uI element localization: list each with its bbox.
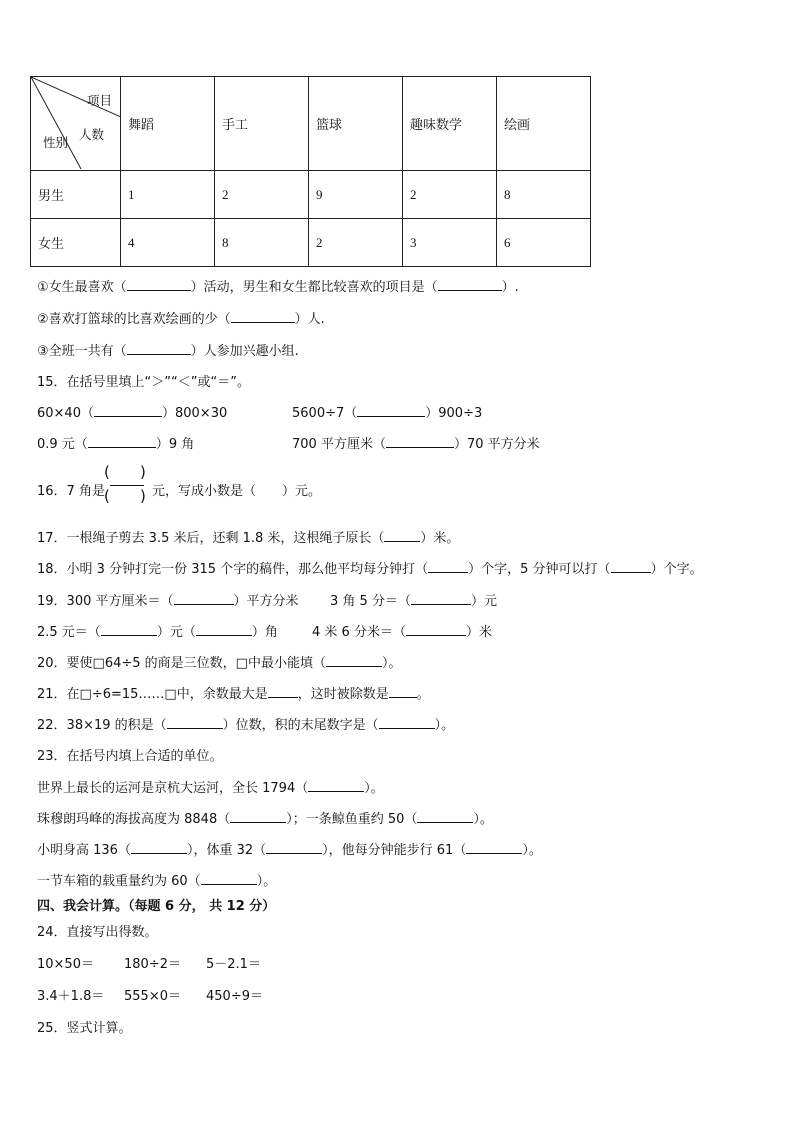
q14-sub3: ③全班一共有（ ）人参加兴趣小组.	[37, 344, 299, 359]
fraction-blank[interactable]	[104, 463, 150, 509]
column-header: 篮球	[309, 77, 403, 171]
answer-blank[interactable]	[201, 872, 257, 885]
table-cell: 6	[497, 219, 591, 267]
q15-title: 15．在括号里填上“＞”“＜”或“＝”。	[37, 375, 250, 390]
q19-item: 2.5 元＝（ ）元（ ）角	[37, 625, 278, 640]
column-header: 趣味数学	[403, 77, 497, 171]
q16-prefix: 16．7 角是	[37, 484, 105, 499]
q23-line: 珠穆朗玛峰的海拔高度为 8848（ ）；一条鲸鱼重约 50（ ）。	[37, 812, 493, 827]
q15-item: 0.9 元（ ）9 角	[37, 437, 195, 452]
answer-blank[interactable]	[357, 404, 425, 417]
q19-item: 4 米 6 分米＝（ ）米	[312, 625, 492, 640]
row-label: 女生	[31, 219, 121, 267]
table-header-row	[31, 77, 591, 171]
q22-text: 22．38×19 的积是（ ）位数，积的末尾数字是（ ）。	[37, 718, 455, 733]
calc-item: 5－2.1＝	[206, 957, 261, 972]
answer-blank[interactable]	[428, 560, 468, 573]
answer-blank[interactable]	[389, 685, 417, 698]
answer-blank[interactable]	[308, 779, 364, 792]
fraction-paren-close: )	[140, 463, 146, 481]
fraction-paren-close: )	[140, 487, 146, 505]
q19-item: 3 角 5 分＝（ ）元	[330, 594, 497, 609]
q23-line: 一节车箱的载重量约为 60（ ）。	[37, 874, 277, 889]
table-row	[31, 219, 591, 267]
answer-blank[interactable]	[466, 841, 522, 854]
calc-item: 10×50＝	[37, 957, 94, 972]
answer-blank[interactable]	[438, 278, 502, 291]
answer-blank[interactable]	[127, 278, 191, 291]
survey-table	[30, 76, 591, 267]
q23-line: 世界上最长的运河是京杭大运河，全长 1794（ ）。	[37, 781, 384, 796]
answer-blank[interactable]	[167, 716, 223, 729]
calc-item: 555×0＝	[124, 989, 181, 1004]
q25-title: 25．竖式计算。	[37, 1021, 132, 1036]
section-heading: 四、我会计算。（每题 6 分， 共 12 分）	[37, 899, 276, 914]
answer-blank[interactable]	[231, 310, 295, 323]
fraction-paren-open: (	[104, 463, 110, 481]
column-header: 绘画	[497, 77, 591, 171]
q17-text: 17．一根绳子剪去 3.5 米后，还剩 1.8 米，这根绳子原长（ ）米。	[37, 531, 460, 546]
answer-blank[interactable]	[379, 716, 435, 729]
answer-blank[interactable]	[131, 841, 187, 854]
q14-sub1: ①女生最喜欢（ ）活动，男生和女生都比较喜欢的项目是（ ）.	[37, 280, 519, 295]
header-gender-label: 性别	[43, 135, 69, 150]
answer-blank[interactable]	[326, 654, 382, 667]
calc-item: 180÷2＝	[124, 957, 181, 972]
table-cell: 8	[215, 219, 309, 267]
header-item-label: 项目	[87, 93, 113, 108]
answer-blank[interactable]	[384, 529, 420, 542]
q21-text: 21．在□÷6=15……□中，余数最大是 ，这时被除数是 。	[37, 687, 430, 702]
column-header: 舞蹈	[121, 77, 215, 171]
table-cell: 2	[215, 171, 309, 219]
table-row	[31, 171, 591, 219]
table-cell: 1	[121, 171, 215, 219]
answer-blank[interactable]	[268, 685, 298, 698]
answer-blank[interactable]	[266, 841, 322, 854]
q23-title: 23．在括号内填上合适的单位。	[37, 749, 223, 764]
answer-blank[interactable]	[417, 810, 473, 823]
q15-item: 5600÷7（ ）900÷3	[292, 406, 483, 421]
answer-blank[interactable]	[174, 592, 234, 605]
answer-blank[interactable]	[411, 592, 471, 605]
answer-blank[interactable]	[611, 560, 651, 573]
answer-blank[interactable]	[196, 623, 252, 636]
answer-blank[interactable]	[88, 435, 156, 448]
q24-title: 24．直接写出得数。	[37, 925, 158, 940]
q18-text: 18．小明 3 分钟打完一份 315 个字的稿件，那么他平均每分钟打（ ）个字，5 分钟可以打（ ）个字。	[37, 562, 703, 577]
q16-suffix: 元，写成小数是（ ）元。	[152, 484, 322, 499]
calc-item: 3.4＋1.8＝	[37, 989, 105, 1004]
table-cell: 2	[309, 219, 403, 267]
q14-sub2: ②喜欢打篮球的比喜欢绘画的少（ ）人.	[37, 312, 325, 327]
table-cell: 9	[309, 171, 403, 219]
table-cell: 2	[403, 171, 497, 219]
answer-blank[interactable]	[94, 404, 162, 417]
q15-item: 700 平方厘米（ ）70 平方分米	[292, 437, 540, 452]
row-label: 男生	[31, 171, 121, 219]
q19-item: 19．300 平方厘米＝（ ）平方分米	[37, 594, 299, 609]
header-count-label: 人数	[79, 127, 105, 142]
answer-blank[interactable]	[386, 435, 454, 448]
answer-blank[interactable]	[127, 342, 191, 355]
q20-text: 20．要使□64÷5 的商是三位数，□中最小能填（ ）。	[37, 656, 402, 671]
column-header: 手工	[215, 77, 309, 171]
table-cell: 8	[497, 171, 591, 219]
answer-blank[interactable]	[406, 623, 466, 636]
table-cell: 3	[403, 219, 497, 267]
fraction-paren-open: (	[104, 487, 110, 505]
answer-blank[interactable]	[230, 810, 286, 823]
answer-blank[interactable]	[101, 623, 157, 636]
table-cell: 4	[121, 219, 215, 267]
calc-item: 450÷9＝	[206, 989, 263, 1004]
fraction-bar	[110, 485, 144, 486]
q23-line: 小明身高 136（ ），体重 32（ ），他每分钟能步行 61（ ）。	[37, 843, 542, 858]
diagonal-header-cell	[31, 77, 121, 171]
q15-item: 60×40（ ）800×30	[37, 406, 228, 421]
